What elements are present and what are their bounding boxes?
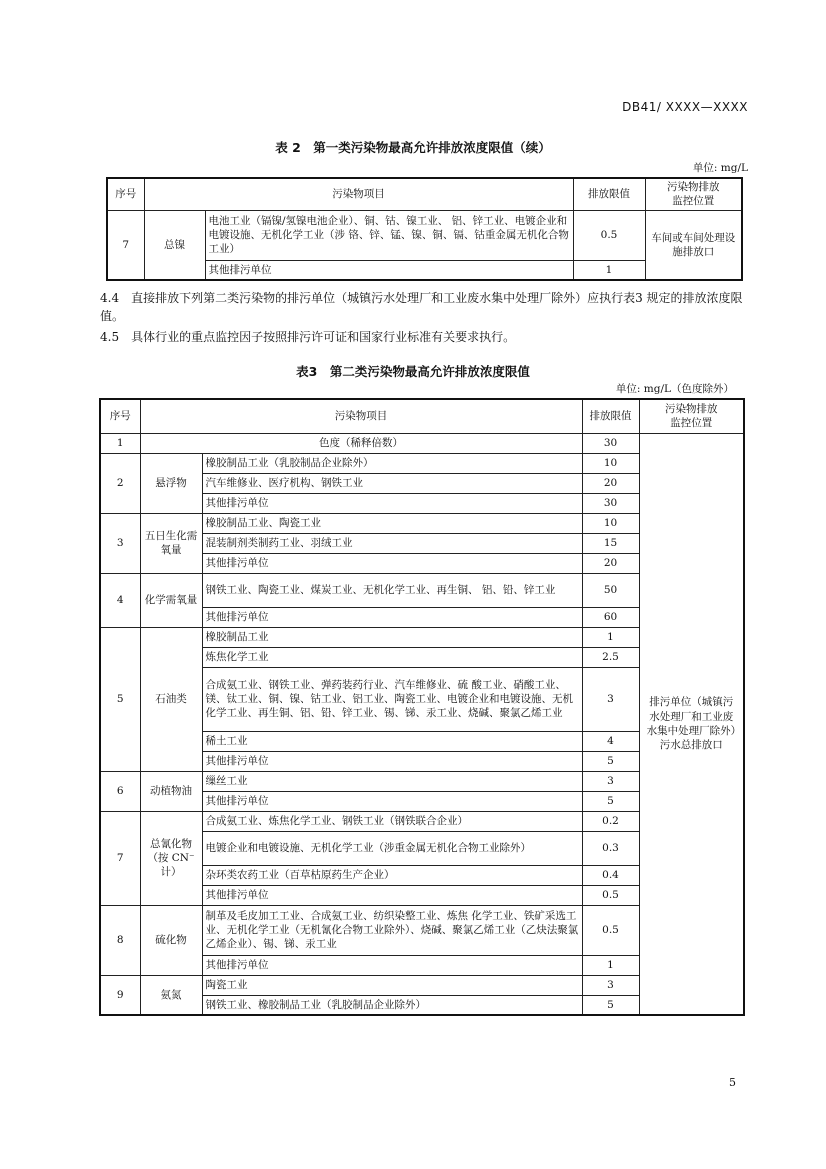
table3-item: 混装制剂类制药工业、羽绒工业 — [202, 533, 582, 553]
table3-item: 钢铁工业、橡胶制品工业（乳胶制品企业除外） — [202, 995, 582, 1015]
table3-limit: 0.3 — [582, 831, 639, 865]
table3-seq: 8 — [100, 905, 140, 975]
table2-pollutant: 总镍 — [144, 210, 205, 280]
table3-header-limit: 排放限值 — [582, 399, 639, 433]
table3-limit: 3 — [582, 975, 639, 995]
table2-position: 车间或车间处理设施排放口 — [645, 210, 742, 280]
table3-header-seq: 序号 — [100, 399, 140, 433]
table2-item: 其他排污单位 — [205, 260, 573, 280]
table3-item: 色度（稀释倍数） — [140, 433, 582, 453]
table3-limit: 5 — [582, 791, 639, 811]
table3-seq: 7 — [100, 811, 140, 905]
table3-item: 其他排污单位 — [202, 607, 582, 627]
table3-item: 其他排污单位 — [202, 751, 582, 771]
table3-item: 制革及毛皮加工工业、合成氨工业、纺织染整工业、炼焦 化学工业、铁矿采选工业、无机化学工业（无机氰化合物工业除外）、烧碱、聚氯乙烯工业（乙炔法聚氯乙烯企业）、锡、锑、汞工业 — [202, 905, 582, 955]
table3-item: 合成氨工业、钢铁工业、弹药装药行业、汽车维修业、硫 酸工业、硝酸工业、镁、钛工业、铜、镍、钴工业、铝工业、陶瓷工业、电镀企业和电镀设施、无机化学工业、再生铜、铝、铅、锌工业、锡、锑、汞工业、烧碱、聚氯乙烯工业 — [202, 667, 582, 731]
table2-header-position: 污染物排放 监控位置 — [645, 178, 742, 210]
table3-item: 陶瓷工业 — [202, 975, 582, 995]
table3-item: 其他排污单位 — [202, 791, 582, 811]
table3-seq: 6 — [100, 771, 140, 811]
table3-item: 橡胶制品工业、陶瓷工业 — [202, 513, 582, 533]
table3-pollutant: 总氰化物（按 CN⁻ 计） — [140, 811, 202, 905]
table3-limit: 60 — [582, 607, 639, 627]
table3-header-item: 污染物项目 — [140, 399, 582, 433]
document-id: DB41/ XXXX—XXXX — [622, 100, 748, 114]
table3-limit: 3 — [582, 771, 639, 791]
table3-item: 钢铁工业、陶瓷工业、煤炭工业、无机化学工业、再生铜、 铝、铅、锌工业 — [202, 573, 582, 607]
table3-pollutant: 化学需氧量 — [140, 573, 202, 627]
table3-seq: 4 — [100, 573, 140, 627]
table3-limit: 0.5 — [582, 905, 639, 955]
table3-seq: 1 — [100, 433, 140, 453]
table3-seq: 9 — [100, 975, 140, 1015]
table2-limit: 1 — [573, 260, 645, 280]
table3-seq: 2 — [100, 453, 140, 513]
table3-position: 排污单位（城镇污水处理厂和工业废水集中处理厂除外）污水总排放口 — [639, 433, 744, 1015]
table3-item: 稀土工业 — [202, 731, 582, 751]
table3-item: 杂环类农药工业（百草枯原药生产企业） — [202, 865, 582, 885]
paragraph-4-5: 4.5 具体行业的重点监控因子按照排污许可证和国家行业标准有关要求执行。 — [100, 330, 516, 344]
table3-item: 其他排污单位 — [202, 955, 582, 975]
table3-limit: 0.4 — [582, 865, 639, 885]
table3-limit: 0.5 — [582, 885, 639, 905]
table3-header-position: 污染物排放 监控位置 — [639, 399, 744, 433]
table3-limit: 1 — [582, 627, 639, 647]
table3-item: 其他排污单位 — [202, 885, 582, 905]
table3-limit: 30 — [582, 493, 639, 513]
table3-unit: 单位: mg/L（色度除外） — [615, 383, 734, 395]
table3-item: 其他排污单位 — [202, 493, 582, 513]
table2-header-limit: 排放限值 — [573, 178, 645, 210]
paragraph-4-4: 4.4 直接排放下列第二类污染物的排污单位（城镇污水处理厂和工业废水集中处理厂除外）应执行表3 规定的排放浓度限值。 — [100, 291, 743, 323]
table3-item: 缫丝工业 — [202, 771, 582, 791]
table3-item: 橡胶制品工业 — [202, 627, 582, 647]
table3-pollutant: 氨氮 — [140, 975, 202, 1015]
table3-item: 炼焦化学工业 — [202, 647, 582, 667]
table3-pollutant: 硫化物 — [140, 905, 202, 975]
table3-caption: 表3 第二类污染物最高允许排放浓度限值 — [296, 364, 530, 379]
table3-pollutant: 五日生化需氧量 — [140, 513, 202, 573]
table3-seq: 3 — [100, 513, 140, 573]
table2 — [106, 177, 743, 281]
table3-limit: 4 — [582, 731, 639, 751]
table3-limit: 5 — [582, 751, 639, 771]
table3-pollutant: 动植物油 — [140, 771, 202, 811]
table2-header-item: 污染物项目 — [144, 178, 573, 210]
table3-pollutant: 悬浮物 — [140, 453, 202, 513]
table3-item: 电镀企业和电镀设施、无机化学工业（涉重金属无机化合物工业除外） — [202, 831, 582, 865]
table2-header-seq: 序号 — [107, 178, 144, 210]
table2-caption: 表 2 第一类污染物最高允许排放浓度限值（续） — [275, 140, 551, 155]
page-number: 5 — [729, 1076, 736, 1089]
table3-limit: 10 — [582, 513, 639, 533]
table3-item: 汽车维修业、医疗机构、钢铁工业 — [202, 473, 582, 493]
table3-limit: 0.2 — [582, 811, 639, 831]
table3-limit: 15 — [582, 533, 639, 553]
table3-limit: 10 — [582, 453, 639, 473]
table3-limit: 30 — [582, 433, 639, 453]
table2-limit: 0.5 — [573, 210, 645, 260]
table3-limit: 50 — [582, 573, 639, 607]
table3-item: 其他排污单位 — [202, 553, 582, 573]
table3-item: 合成氨工业、炼焦化学工业、钢铁工业（钢铁联合企业） — [202, 811, 582, 831]
table2-unit: 单位: mg/L — [692, 162, 748, 174]
table3-limit: 20 — [582, 553, 639, 573]
table3-seq: 5 — [100, 627, 140, 771]
table3-limit: 5 — [582, 995, 639, 1015]
table2-item: 电池工业（镉镍/氢镍电池企业）、铜、钴、镍工业、 铝、锌工业、电镀企业和电镀设施、无机化学工业（涉 铬、锌、锰、镍、铜、镉、钴重金属无机化合物工业） — [205, 210, 573, 260]
table3-limit: 1 — [582, 955, 639, 975]
table3-item: 橡胶制品工业（乳胶制品企业除外） — [202, 453, 582, 473]
table3-pollutant: 石油类 — [140, 627, 202, 771]
table3-limit: 2.5 — [582, 647, 639, 667]
table3-limit: 3 — [582, 667, 639, 731]
table3 — [99, 398, 745, 1016]
table2-seq: 7 — [107, 210, 144, 280]
table3-limit: 20 — [582, 473, 639, 493]
